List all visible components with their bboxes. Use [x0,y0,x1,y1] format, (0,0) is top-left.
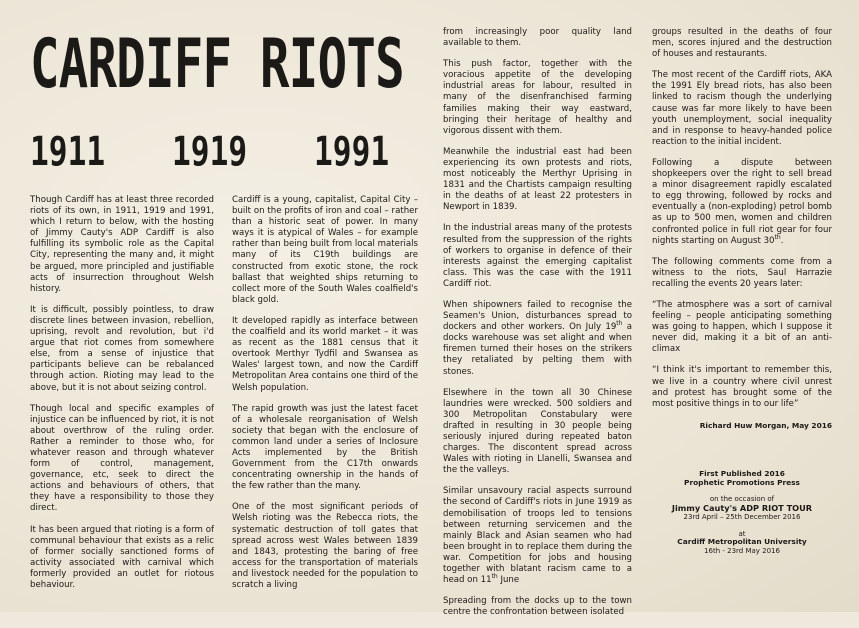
title-block [30,25,410,175]
paragraph: Though local and specific examples of injustice can be influenced by riot, it is not about overthrow of the ruling order. Rather a reminder to those who, for whatever reason and through whatever form of control, management, governance, etc, seek to direct the actions and behaviours of others, that they have a responsibility to those they direct. [30,403,214,514]
text-column-3 [443,27,632,628]
years-row [30,130,410,174]
at-text: at [738,529,746,538]
paragraph: It developed rapidly as interface between the coalfield and its world market – it was as recent as the 1881 census that it overtook Merthyr Tydfil and Swansea as Wales' largest town, and now the Cardiff Metropolitan Area contains one third of the Welsh population. [232,315,418,393]
paragraph: Spreading from the docks up to the town centre the confrontation between isolated [443,596,632,618]
event-name: Jimmy Cauty's ADP RIOT TOUR [671,503,813,514]
publication-credits [652,470,832,556]
year-1919: 1919 [171,129,247,175]
paragraph: The rapid growth was just the latest facet of a wholesale reorganisation of Welsh society that began with the enclosure of common land under a series of Inclosure Acts implemented by the British Government from the C17th onwards concentrating ownership in the hands of the few rather than the many. [232,403,418,492]
quote: “The atmosphere was a sort of carnival feeling – people anticipating something was going to happen, which I suppose it never did, making it a bit of an anti-climax [652,299,832,355]
paragraph: It is difficult, possibly pointless, to draw discrete lines between invasion, rebellion, uprising, revolt and revolution, but i'd argue that riot comes from somewhere else, from a sense of injustice that participants believe can be rebalanced through action. Rioting may lead to the above, but it is not about seizing control. [30,304,214,393]
paragraph: One of the most significant periods of Welsh rioting was the Rebecca riots, the systematic destruction of toll gates that spread across west Wales between 1839 and 1843, protesting the baring of free access for the transportation of materials and livestock needed for the population to scratch a living [232,502,418,590]
paragraph: Similar unsavoury racial aspects surround the second of Cardiff's riots in June 1919 as demobilisation of troops led to tensions between returning servicemen and the mainly Black and Asian seamen who had been brought in to replace them during the war. Competition for jobs and housing together with blatant racism came to a head on 11th June [443,486,632,586]
paragraph: In the industrial areas many of the protests resulted from the suppression of the rights of workers to organise in defence of their interests against the emerging capitalist class. This was the case with the 1911 Cardiff riot. [443,223,632,289]
paragraph: Following a dispute between shopkeepers over the right to sell bread a minor disagreement rapidly escalated to egg throwing, followed by rocks and eventually a (non-exploding) petrol bomb as up to 500 men, women and children confronted police in full riot gear for four nights starting on August 30th. [652,157,832,246]
venue-name: Cardiff Metropolitan University [677,537,807,547]
paragraph: It has been argued that rioting is a form of communal behaviour that exists as a relic of former socially sanctioned forms of activity associated with carnival which formerly provided an outlet for riotous behaviour. [30,524,214,590]
first-published: First Published 2016 [699,469,785,478]
year-1991: 1991 [313,129,389,175]
paragraph: This push factor, together with the voracious appetite of the developing industrial areas for labour, resulted in many of the disenfranchised farming families making their way eastward, bringing their heritage of healthy and vigorous dissent with them. [443,59,632,136]
text-column-2 [232,195,418,601]
press-name: Prophetic Promotions Press [684,477,800,487]
event-dates: 23rd April – 25th December 2016 [683,512,801,521]
paragraph: When shipowners failed to recognise the Seamen's Union, disturbances spread to dockers and other workers. On July 19th a docks warehouse was set alight and when firemen turned their hoses on the strikers they retaliated by pelting them with stones. [443,299,633,377]
paragraph: The most recent of the Cardiff riots, AKA the 1991 Ely bread riots, has also been linked to racism though the underlying cause was far more likely to have been youth unemployment, social inequality and in response to heavy-handed police reaction to the initial incident. [652,70,832,147]
paragraph: Elsewhere in the town all 30 Chinese laundries were wrecked. 500 soldiers and 300 Metropolitan Constabulary were drafted in resulting in 30 people being seriously injured during repeated baton charges. The discontent spread across Wales with rioting in Llanelli, Swansea and the the valleys. [443,387,632,476]
quote: “I think it's important to remember this, we live in a country where civil unrest and protest has brought some of the most positive things in to our life” [652,365,832,409]
paragraph: The following comments come from a witness to the riots, Saul Harrazie recalling the events 20 years later: [652,256,832,289]
paragraph: groups resulted in the deaths of four men, scores injured and the destruction of houses and restaurants. [652,27,832,60]
text-column-1 [30,195,214,601]
paragraph: from increasingly poor quality land available to them. [443,27,632,49]
author-signature: Richard Huw Morgan, May 2016 [699,420,832,430]
text-column-4 [652,27,832,431]
occasion-text: on the occasion of [709,495,775,504]
year-1911: 1911 [30,129,106,175]
paragraph: Meanwhile the industrial east had been experiencing its own protests and riots, most noticeably the Merthyr Uprising in 1831 and the Chartists campaign resulting in the deaths of at least 22 protesters in Newport in 1839. [443,146,632,213]
paragraph: Though Cardiff has at least three recorded riots of its own, in 1911, 1919 and 1991, which I return to below, with the hosting of Jimmy Cauty's ADP Cardiff is also fulfilling its symbolic role as the Capital City, representing the many and, it might be argued, more principled and justifiable acts of insurrection throughout Welsh history. [30,195,214,294]
main-title: CARDIFF RIOTS [30,25,404,104]
venue-dates: 16th - 23rd May 2016 [704,546,780,555]
paragraph: Cardiff is a young, capitalist, Capital City – built on the profits of iron and coal – rather than a historic seat of power. In many ways it is atypical of Wales – for example rather than being built from local materials many of its C19th buildings are constructed from exotic stone, the rock ballast that weighted ships returning to collect more of the South Wales coalfield's black gold. [232,195,418,305]
